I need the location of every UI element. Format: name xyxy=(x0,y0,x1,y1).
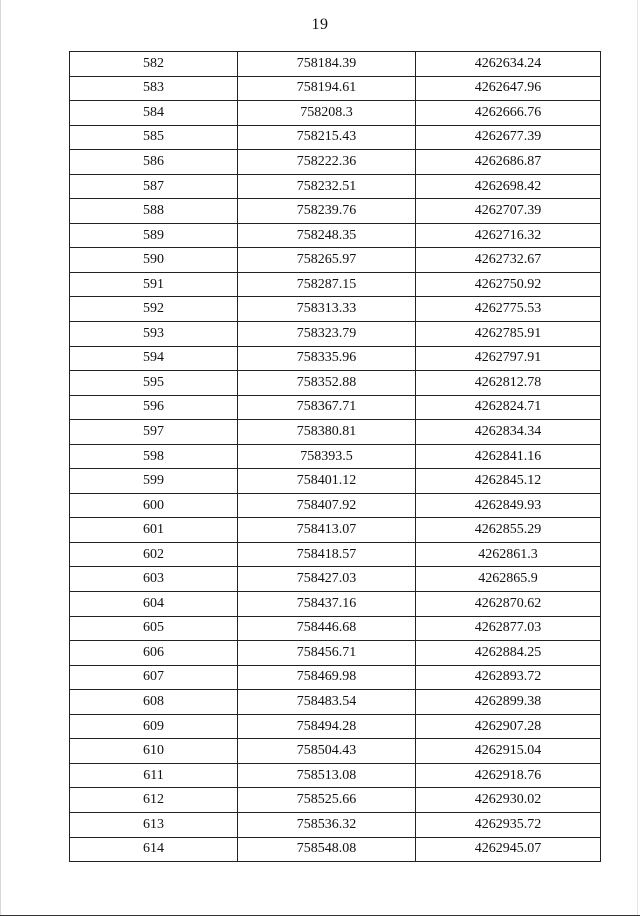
y-coordinate-cell: 4262915.04 xyxy=(416,739,601,764)
table-row xyxy=(70,616,601,641)
y-coordinate-cell: 4262884.25 xyxy=(416,641,601,666)
x-coordinate-cell: 758323.79 xyxy=(238,322,416,347)
table-row xyxy=(70,837,601,862)
point-number-cell: 593 xyxy=(70,322,238,347)
y-coordinate-cell: 4262666.76 xyxy=(416,101,601,126)
table-row xyxy=(70,174,601,199)
y-coordinate-cell: 4262945.07 xyxy=(416,837,601,862)
table-row xyxy=(70,763,601,788)
x-coordinate-cell: 758536.32 xyxy=(238,812,416,837)
page-number: 19 xyxy=(311,16,329,33)
y-coordinate-cell: 4262785.91 xyxy=(416,322,601,347)
y-coordinate-cell: 4262750.92 xyxy=(416,272,601,297)
table-row xyxy=(70,248,601,273)
table-row xyxy=(70,150,601,175)
point-number-cell: 614 xyxy=(70,837,238,862)
x-coordinate-cell: 758401.12 xyxy=(238,469,416,494)
y-coordinate-cell: 4262634.24 xyxy=(416,52,601,77)
x-coordinate-cell: 758504.43 xyxy=(238,739,416,764)
y-coordinate-cell: 4262855.29 xyxy=(416,518,601,543)
x-coordinate-cell: 758248.35 xyxy=(238,223,416,248)
y-coordinate-cell: 4262797.91 xyxy=(416,346,601,371)
coordinates-table-body xyxy=(70,52,601,862)
y-coordinate-cell: 4262686.87 xyxy=(416,150,601,175)
x-coordinate-cell: 758352.88 xyxy=(238,371,416,396)
x-coordinate-cell: 758418.57 xyxy=(238,542,416,567)
y-coordinate-cell: 4262893.72 xyxy=(416,665,601,690)
y-coordinate-cell: 4262647.96 xyxy=(416,76,601,101)
table-row xyxy=(70,641,601,666)
point-number-cell: 598 xyxy=(70,444,238,469)
y-coordinate-cell: 4262812.78 xyxy=(416,371,601,396)
table-row xyxy=(70,395,601,420)
x-coordinate-cell: 758446.68 xyxy=(238,616,416,641)
x-coordinate-cell: 758494.28 xyxy=(238,714,416,739)
point-number-cell: 582 xyxy=(70,52,238,77)
point-number-cell: 610 xyxy=(70,739,238,764)
y-coordinate-cell: 4262849.93 xyxy=(416,493,601,518)
point-number-cell: 604 xyxy=(70,592,238,617)
point-number-cell: 590 xyxy=(70,248,238,273)
y-coordinate-cell: 4262732.67 xyxy=(416,248,601,273)
y-coordinate-cell: 4262834.34 xyxy=(416,420,601,445)
x-coordinate-cell: 758456.71 xyxy=(238,641,416,666)
table-row xyxy=(70,371,601,396)
table-row xyxy=(70,199,601,224)
x-coordinate-cell: 758393.5 xyxy=(238,444,416,469)
table-row xyxy=(70,322,601,347)
x-coordinate-cell: 758232.51 xyxy=(238,174,416,199)
x-coordinate-cell: 758525.66 xyxy=(238,788,416,813)
y-coordinate-cell: 4262716.32 xyxy=(416,223,601,248)
x-coordinate-cell: 758427.03 xyxy=(238,567,416,592)
table-row xyxy=(70,469,601,494)
point-number-cell: 612 xyxy=(70,788,238,813)
point-number-cell: 594 xyxy=(70,346,238,371)
x-coordinate-cell: 758335.96 xyxy=(238,346,416,371)
coordinates-table xyxy=(69,51,601,862)
x-coordinate-cell: 758483.54 xyxy=(238,690,416,715)
table-row xyxy=(70,76,601,101)
y-coordinate-cell: 4262845.12 xyxy=(416,469,601,494)
point-number-cell: 605 xyxy=(70,616,238,641)
x-coordinate-cell: 758513.08 xyxy=(238,763,416,788)
y-coordinate-cell: 4262865.9 xyxy=(416,567,601,592)
table-row xyxy=(70,665,601,690)
y-coordinate-cell: 4262877.03 xyxy=(416,616,601,641)
point-number-cell: 588 xyxy=(70,199,238,224)
point-number-cell: 595 xyxy=(70,371,238,396)
point-number-cell: 583 xyxy=(70,76,238,101)
x-coordinate-cell: 758265.97 xyxy=(238,248,416,273)
table-row xyxy=(70,739,601,764)
table-row xyxy=(70,567,601,592)
x-coordinate-cell: 758208.3 xyxy=(238,101,416,126)
table-row xyxy=(70,542,601,567)
y-coordinate-cell: 4262930.02 xyxy=(416,788,601,813)
point-number-cell: 596 xyxy=(70,395,238,420)
x-coordinate-cell: 758367.71 xyxy=(238,395,416,420)
point-number-cell: 606 xyxy=(70,641,238,666)
table-row xyxy=(70,101,601,126)
scan-edge-right xyxy=(637,0,638,916)
scan-edge-left xyxy=(0,0,1,916)
y-coordinate-cell: 4262870.62 xyxy=(416,592,601,617)
point-number-cell: 608 xyxy=(70,690,238,715)
table-row xyxy=(70,788,601,813)
x-coordinate-cell: 758313.33 xyxy=(238,297,416,322)
y-coordinate-cell: 4262698.42 xyxy=(416,174,601,199)
x-coordinate-cell: 758548.08 xyxy=(238,837,416,862)
table-row xyxy=(70,714,601,739)
x-coordinate-cell: 758215.43 xyxy=(238,125,416,150)
point-number-cell: 591 xyxy=(70,272,238,297)
point-number-cell: 589 xyxy=(70,223,238,248)
table-row xyxy=(70,297,601,322)
point-number-cell: 613 xyxy=(70,812,238,837)
x-coordinate-cell: 758287.15 xyxy=(238,272,416,297)
x-coordinate-cell: 758380.81 xyxy=(238,420,416,445)
point-number-cell: 587 xyxy=(70,174,238,199)
point-number-cell: 603 xyxy=(70,567,238,592)
table-row xyxy=(70,592,601,617)
x-coordinate-cell: 758437.16 xyxy=(238,592,416,617)
x-coordinate-cell: 758407.92 xyxy=(238,493,416,518)
table-row xyxy=(70,444,601,469)
table-row xyxy=(70,690,601,715)
y-coordinate-cell: 4262907.28 xyxy=(416,714,601,739)
y-coordinate-cell: 4262775.53 xyxy=(416,297,601,322)
y-coordinate-cell: 4262935.72 xyxy=(416,812,601,837)
table-row xyxy=(70,420,601,445)
x-coordinate-cell: 758184.39 xyxy=(238,52,416,77)
point-number-cell: 600 xyxy=(70,493,238,518)
table-row xyxy=(70,125,601,150)
point-number-cell: 585 xyxy=(70,125,238,150)
point-number-cell: 599 xyxy=(70,469,238,494)
x-coordinate-cell: 758413.07 xyxy=(238,518,416,543)
y-coordinate-cell: 4262707.39 xyxy=(416,199,601,224)
table-row xyxy=(70,518,601,543)
point-number-cell: 611 xyxy=(70,763,238,788)
y-coordinate-cell: 4262899.38 xyxy=(416,690,601,715)
table-row xyxy=(70,493,601,518)
y-coordinate-cell: 4262824.71 xyxy=(416,395,601,420)
x-coordinate-cell: 758469.98 xyxy=(238,665,416,690)
x-coordinate-cell: 758239.76 xyxy=(238,199,416,224)
table-row xyxy=(70,812,601,837)
point-number-cell: 607 xyxy=(70,665,238,690)
point-number-cell: 584 xyxy=(70,101,238,126)
table-row xyxy=(70,346,601,371)
point-number-cell: 586 xyxy=(70,150,238,175)
y-coordinate-cell: 4262841.16 xyxy=(416,444,601,469)
point-number-cell: 601 xyxy=(70,518,238,543)
point-number-cell: 592 xyxy=(70,297,238,322)
point-number-cell: 609 xyxy=(70,714,238,739)
table-row xyxy=(70,272,601,297)
y-coordinate-cell: 4262677.39 xyxy=(416,125,601,150)
point-number-cell: 597 xyxy=(70,420,238,445)
point-number-cell: 602 xyxy=(70,542,238,567)
x-coordinate-cell: 758194.61 xyxy=(238,76,416,101)
table-row xyxy=(70,223,601,248)
x-coordinate-cell: 758222.36 xyxy=(238,150,416,175)
table-row xyxy=(70,52,601,77)
y-coordinate-cell: 4262918.76 xyxy=(416,763,601,788)
y-coordinate-cell: 4262861.3 xyxy=(416,542,601,567)
